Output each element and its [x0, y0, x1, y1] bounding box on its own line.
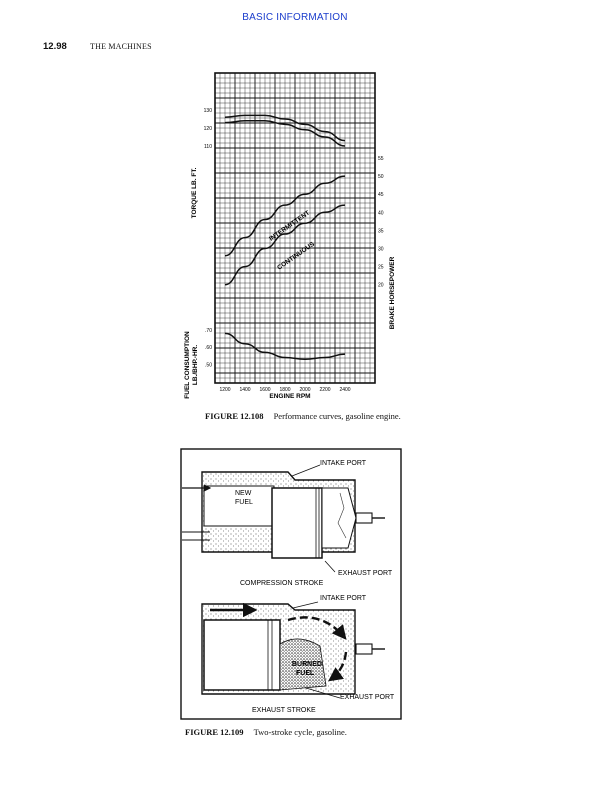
piston-top — [272, 488, 322, 558]
curve-label-continuous: CONTINUOUS — [276, 240, 316, 272]
new-fuel-label-line-1: NEW — [235, 490, 252, 497]
x-tick-label: 1600 — [259, 387, 271, 393]
compression-stroke-label: COMPRESSION STROKE — [240, 580, 324, 587]
fuel-axis-label-line-2: LB./BHP.-HR. — [192, 344, 199, 386]
horsepower-tick-label: 25 — [378, 264, 384, 271]
x-axis-label: ENGINE RPM — [269, 393, 311, 400]
running-head: BASIC INFORMATION — [242, 12, 348, 23]
horsepower-tick-label: 40 — [378, 210, 384, 217]
x-tick-label: 1400 — [239, 387, 251, 393]
horsepower-tick-label: 45 — [378, 192, 384, 199]
torque-tick-label: 120 — [203, 126, 212, 132]
figure-108-caption — [205, 411, 401, 421]
x-tick-label: 2000 — [299, 387, 311, 393]
horsepower-tick-label: 35 — [378, 228, 384, 235]
torque-axis-label: TORQUE LB. FT. — [191, 167, 198, 219]
figure-108-caption-text: Performance curves, gasoline engine. — [273, 411, 401, 421]
spark-plug-bottom — [356, 644, 372, 654]
torque-tick-label: 130 — [203, 108, 212, 114]
x-tick-label: 2400 — [339, 387, 351, 393]
spark-plug-top — [356, 513, 372, 523]
fuel-tick-label: .50 — [205, 362, 212, 369]
compressed-charge-top — [322, 488, 356, 548]
figure-109-caption — [185, 727, 347, 737]
x-tick-label: 1200 — [219, 387, 231, 393]
two-stroke-diagram — [180, 448, 402, 720]
fuel-axis-label-line-1: FUEL CONSUMPTION — [184, 331, 191, 399]
exhaust-stroke-label: EXHAUST STROKE — [252, 707, 316, 714]
piston-bottom — [204, 620, 280, 690]
chart-labels — [204, 108, 384, 393]
burned-fuel-label-line-2: FUEL — [296, 670, 315, 677]
fuel-tick-label: .60 — [205, 345, 212, 352]
x-tick-label: 1800 — [279, 387, 291, 393]
performance-chart — [175, 65, 415, 405]
horsepower-tick-label: 20 — [378, 282, 384, 289]
torque-tick-label: 110 — [204, 144, 212, 150]
intake-port-top-label: INTAKE PORT — [320, 460, 367, 467]
page-number: 12.98 — [43, 41, 67, 52]
x-tick-label: 2200 — [319, 387, 331, 393]
figure-108-number: FIGURE 12.108 — [205, 411, 264, 421]
section-name: THE MACHINES — [90, 42, 152, 51]
exhaust-port-bottom-label: EXHAUST PORT — [340, 694, 395, 701]
new-fuel-label-line-2: FUEL — [235, 499, 253, 506]
fuel-tick-label: .70 — [205, 328, 212, 334]
brake-horsepower-axis-label: BRAKE HORSEPOWER — [389, 256, 396, 330]
horsepower-tick-label: 55 — [378, 156, 384, 162]
curve-label-intermittent: INTERMITTENT — [268, 209, 312, 243]
horsepower-tick-label: 50 — [378, 174, 384, 181]
horsepower-tick-label: 30 — [378, 246, 384, 253]
figure-109-number: FIGURE 12.109 — [185, 727, 244, 737]
exhaust-port-top-label: EXHAUST PORT — [338, 570, 393, 577]
figure-109-caption-text: Two-stroke cycle, gasoline. — [253, 727, 347, 737]
burned-fuel-label-line-1: BURNED — [292, 661, 322, 668]
intake-port-bottom-label: INTAKE PORT — [320, 595, 367, 602]
